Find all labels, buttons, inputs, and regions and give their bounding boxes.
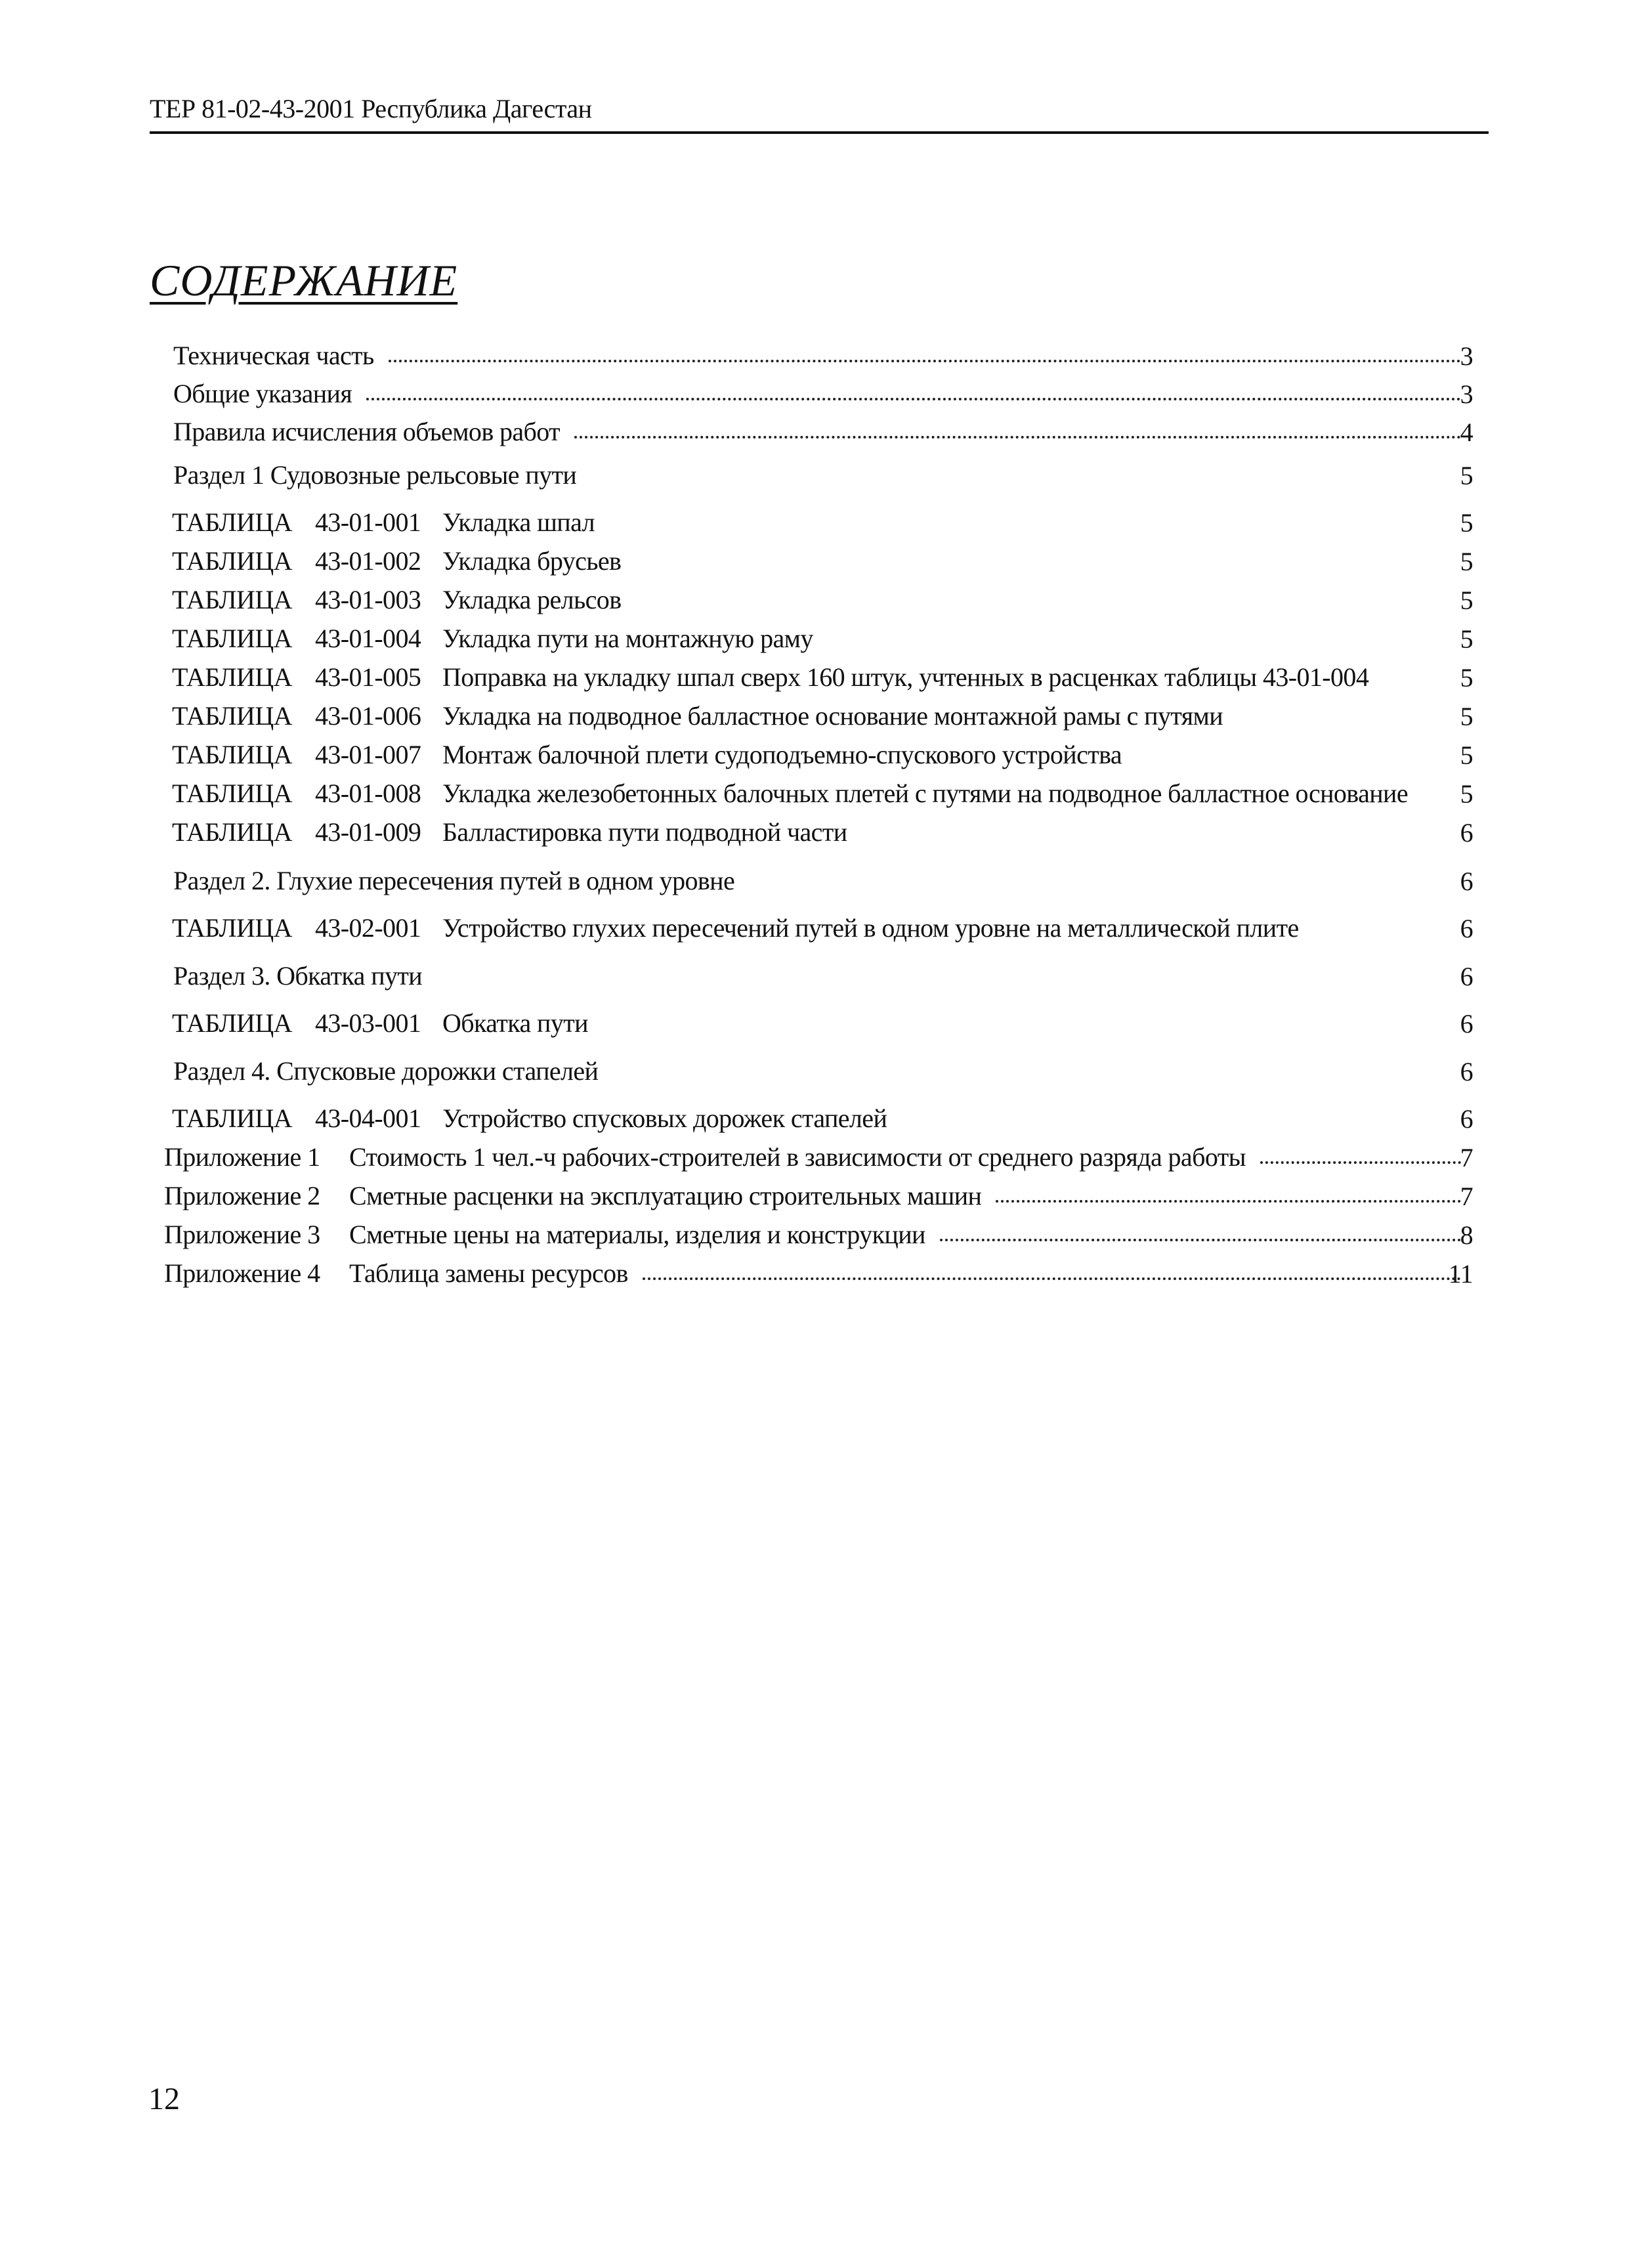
toc-table-code: 43-01-001 — [315, 507, 421, 537]
toc-table-kind: ТАБЛИЦА — [172, 546, 292, 576]
toc-table-entry[interactable] — [172, 778, 1473, 815]
header-text: ТЕР 81-02-43-2001 Республика Дагестан — [150, 94, 592, 123]
dot-leader — [643, 1277, 1461, 1280]
toc-page-number: 7 — [1460, 1182, 1473, 1211]
toc-page-number: 5 — [1460, 740, 1473, 770]
toc-table-entry[interactable] — [172, 817, 1473, 853]
toc-page-number: 7 — [1460, 1143, 1473, 1172]
toc-table-kind: ТАБЛИЦА — [172, 817, 292, 847]
toc-entry-label: Правила исчисления объемов работ — [173, 417, 561, 446]
toc-table-entry[interactable] — [172, 1103, 1473, 1140]
toc-page-number: 6 — [1460, 914, 1473, 943]
toc-table-entry[interactable] — [172, 623, 1473, 660]
toc-table-code: 43-04-001 — [315, 1103, 421, 1133]
toc-page-number: 8 — [1460, 1220, 1473, 1250]
dot-leader — [389, 360, 1461, 362]
toc-section-1[interactable] — [173, 460, 1473, 496]
dot-leader — [1260, 1161, 1461, 1164]
toc-table-label: Балластировка пути подводной части — [442, 817, 847, 847]
toc-appendix-label: Сметные цены на материалы, изделия и конструкции — [349, 1220, 925, 1249]
toc-page-number: 6 — [1460, 1009, 1473, 1038]
toc-table-entry[interactable] — [172, 507, 1473, 544]
toc-table-code: 43-01-002 — [315, 546, 421, 576]
toc-appendix-label: Сметные расценки на эксплуатацию строительных машин — [349, 1181, 982, 1210]
toc-table-label: Укладка на подводное балластное основание монтажной рамы с путями — [442, 701, 1223, 731]
toc-section-3[interactable] — [173, 960, 1473, 997]
toc-section-label: Раздел 2. Глухие пересечения путей в одном уровне — [173, 866, 735, 895]
toc-appendix-4[interactable] — [164, 1258, 1473, 1294]
toc-table-label: Укладка рельсов — [442, 585, 622, 614]
toc-section-4[interactable] — [173, 1056, 1473, 1092]
toc-table-entry[interactable] — [172, 546, 1473, 582]
toc-table-code: 43-01-008 — [315, 779, 421, 808]
toc-entry-general-instructions[interactable] — [173, 378, 1473, 415]
toc-section-label: Раздел 3. Обкатка пути — [173, 961, 423, 991]
toc-table-label: Укладка пути на монтажную раму — [442, 624, 813, 653]
toc-page-number: 5 — [1460, 779, 1473, 809]
toc-page-number: 6 — [1460, 867, 1473, 896]
toc-page-number: 3 — [1460, 341, 1473, 371]
toc-table-label: Укладка шпал — [442, 507, 595, 537]
toc-table-code: 43-01-009 — [315, 817, 421, 847]
page-number: 12 — [148, 2082, 180, 2116]
toc-table-kind: ТАБЛИЦА — [172, 1008, 292, 1038]
toc-table-label: Устройство спусковых дорожек стапелей — [442, 1103, 887, 1133]
toc-table-label: Поправка на укладку шпал сверх 160 штук, учтенных в расценках таблицы 43-01-004 — [442, 662, 1369, 692]
toc-page-number: 5 — [1460, 663, 1473, 693]
toc-page-number: 5 — [1460, 508, 1473, 538]
toc-table-code: 43-01-007 — [315, 740, 421, 769]
toc-table-entry[interactable] — [172, 662, 1473, 698]
toc-page-number: 6 — [1460, 1057, 1473, 1086]
toc-appendix-1[interactable] — [164, 1142, 1473, 1178]
toc-page-number: 3 — [1460, 379, 1473, 409]
toc-table-kind: ТАБЛИЦА — [172, 624, 292, 653]
toc-table-kind: ТАБЛИЦА — [172, 585, 292, 614]
dot-leader — [996, 1200, 1461, 1203]
toc-entry-label: Общие указания — [173, 379, 352, 408]
dot-leader — [574, 436, 1461, 439]
toc-table-label: Обкатка пути — [442, 1008, 588, 1038]
toc-page-number: 11 — [1448, 1259, 1473, 1289]
toc-table-kind: ТАБЛИЦА — [172, 740, 292, 769]
toc-table-label: Устройство глухих пересечений путей в одном уровне на металлической плите — [442, 913, 1299, 943]
toc-page-number: 5 — [1460, 586, 1473, 615]
toc-appendix-label: Стоимость 1 чел.-ч рабочих-строителей в зависимости от среднего разряда работы — [349, 1142, 1246, 1172]
toc-table-entry[interactable] — [172, 912, 1473, 949]
toc-page-number: 5 — [1460, 547, 1473, 576]
toc-table-code: 43-01-003 — [315, 585, 421, 614]
toc-page-number: 5 — [1460, 461, 1473, 490]
toc-section-label: Раздел 1 Судовозные рельсовые пути — [173, 460, 577, 490]
toc-page-number: 6 — [1460, 818, 1473, 847]
toc-table-kind: ТАБЛИЦА — [172, 507, 292, 537]
toc-appendix-kind: Приложение 1 — [164, 1142, 320, 1172]
toc-table-entry[interactable] — [172, 1008, 1473, 1044]
toc-table-entry[interactable] — [172, 739, 1473, 776]
toc-table-code: 43-02-001 — [315, 913, 421, 943]
toc-section-label: Раздел 4. Спусковые дорожки стапелей — [173, 1056, 599, 1086]
toc-appendix-kind: Приложение 4 — [164, 1258, 320, 1288]
toc-table-entry[interactable] — [172, 700, 1473, 737]
toc-appendix-2[interactable] — [164, 1180, 1473, 1217]
toc-table-label: Укладка железобетонных балочных плетей с путями на подводное балластное основание — [442, 779, 1408, 808]
toc-table-code: 43-03-001 — [315, 1008, 421, 1038]
toc-table-code: 43-01-004 — [315, 624, 421, 653]
toc-table-label: Укладка брусьев — [442, 546, 622, 576]
toc-table-kind: ТАБЛИЦА — [172, 1103, 292, 1133]
toc-entry-technical-part[interactable] — [173, 340, 1473, 377]
toc-table-label: Монтаж балочной плети судоподъемно-спускового устройства — [442, 740, 1122, 769]
toc-page-number: 6 — [1460, 962, 1473, 991]
toc-entry-calculation-rules[interactable] — [173, 416, 1473, 453]
toc-table-kind: ТАБЛИЦА — [172, 662, 292, 692]
toc-page-number: 5 — [1460, 702, 1473, 731]
toc-appendix-3[interactable] — [164, 1219, 1473, 1256]
toc-appendix-kind: Приложение 2 — [164, 1181, 320, 1210]
toc-table-kind: ТАБЛИЦА — [172, 779, 292, 808]
toc-page-number: 4 — [1460, 417, 1473, 447]
toc-table-kind: ТАБЛИЦА — [172, 913, 292, 943]
toc-table-code: 43-01-006 — [315, 701, 421, 731]
toc-entry-label: Техническая часть — [173, 341, 374, 370]
toc-table-code: 43-01-005 — [315, 662, 421, 692]
toc-table-kind: ТАБЛИЦА — [172, 701, 292, 731]
toc-table-entry[interactable] — [172, 584, 1473, 621]
page-title: СОДЕРЖАНИЕ — [150, 255, 458, 305]
toc-appendix-kind: Приложение 3 — [164, 1220, 320, 1249]
toc-section-2[interactable] — [173, 865, 1473, 902]
toc-appendix-label: Таблица замены ресурсов — [349, 1258, 628, 1288]
toc-page-number: 6 — [1460, 1104, 1473, 1134]
dot-leader — [940, 1239, 1461, 1241]
dot-leader — [366, 398, 1461, 400]
toc-page-number: 5 — [1460, 624, 1473, 654]
